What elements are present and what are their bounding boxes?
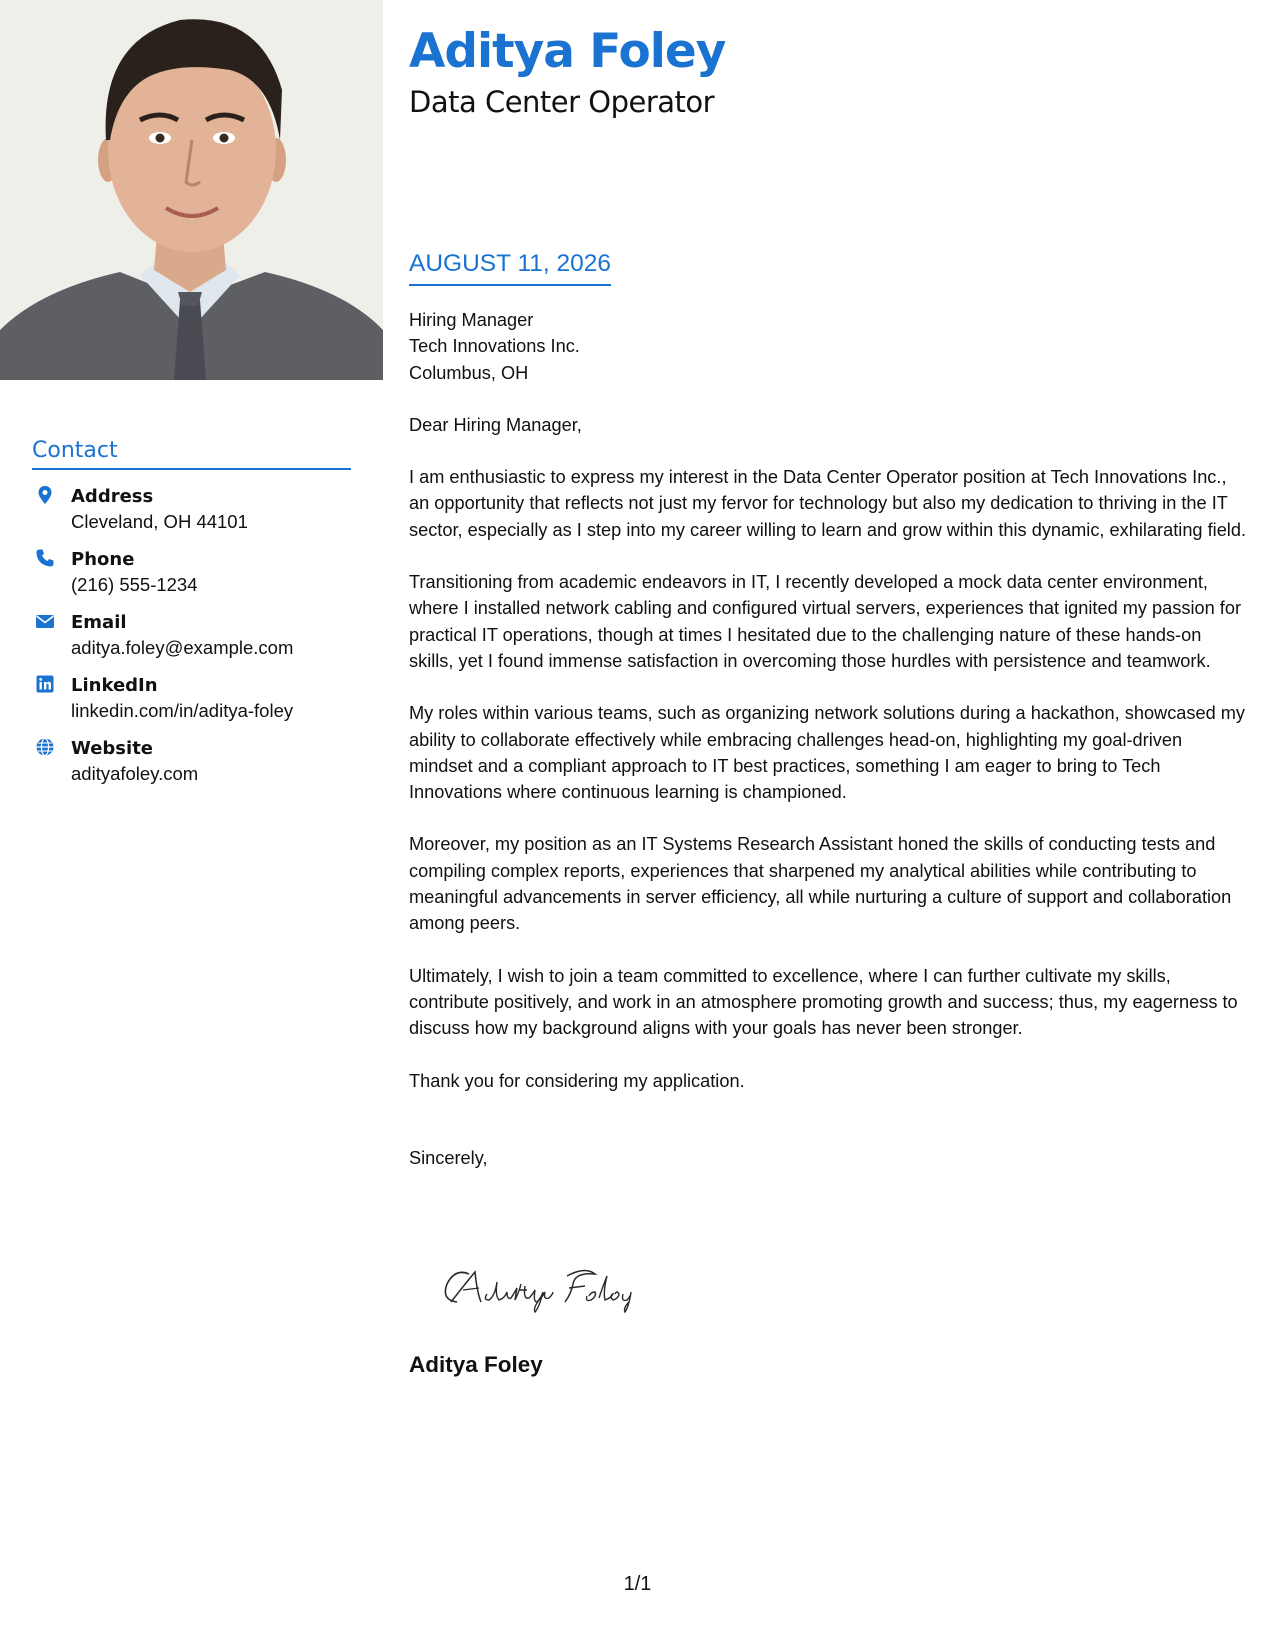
contact-item-address [32, 484, 351, 534]
contact-label: Phone [71, 549, 135, 570]
address-value: Cleveland, OH 44101 [71, 511, 248, 532]
contact-label: Address [71, 486, 154, 507]
website-value[interactable]: adityafoley.com [71, 763, 199, 784]
letter-paragraph: My roles within various teams, such as organizing network solutions during a hackathon, showcased my ability to collaborate effectively while embracing challenges head-on, highlighting my goal-driven mindset and a compliant approach to IT best practices, something I am eager to bring to Tech Innovations where continuous learning is championed. [409, 703, 1246, 803]
contact-item-phone [32, 547, 351, 597]
page-number: 1/1 [623, 1573, 652, 1595]
letter-paragraph: I am enthusiastic to express my interest in the Data Center Operator position at Tech Innovations Inc., an opportunity that reflects not just my fervor for technology but also my dedication to thriving in the IT sector, especially as I step into my career willing to learn and grow within this dynamic, exhilarating field. [409, 467, 1247, 540]
letter-date: AUGUST 11, 2026 [409, 248, 611, 286]
letter-body [409, 307, 1249, 1171]
contact-heading: Contact [32, 437, 351, 470]
contact-section [32, 437, 351, 799]
contact-label: Website [71, 738, 154, 759]
signer-name: Aditya Foley [409, 1352, 543, 1377]
phone-icon [35, 548, 55, 568]
linkedin-value[interactable]: linkedin.com/in/aditya-foley [71, 700, 294, 721]
envelope-icon [35, 611, 55, 631]
recipient-line: Tech Innovations Inc. [409, 336, 580, 357]
letter-paragraph: Transitioning from academic endeavors in IT, I recently developed a mock data center environment, where I installed network cabling and configured virtual servers, experiences that ignited my passion for practical IT operations, though at times I hesitated due to the challenging nature of these hands-on skills, yet I found immense satisfaction in overcoming those hurdles with persistence and teamwork. [409, 572, 1242, 671]
job-title: Data Center Operator [409, 85, 715, 119]
contact-label: LinkedIn [71, 675, 158, 696]
salutation: Dear Hiring Manager, [409, 414, 582, 435]
globe-icon [35, 737, 55, 757]
letter-paragraph: Thank you for considering my application. [409, 1070, 745, 1091]
letter-paragraph: Moreover, my position as an IT Systems Research Assistant honed the skills of conducting tests and compiling complex reports, experiences that sharpened my analytical abilities while contributing to meaningful advancements in server efficiency, all while nurturing a culture of support and collaboration among peers. [409, 834, 1232, 934]
phone-value[interactable]: (216) 555-1234 [71, 574, 198, 595]
letter-paragraph: Ultimately, I wish to join a team committed to excellence, where I can further cultivate my skills, contribute positively, and work in an atmosphere promoting growth and success; thus, my eagerness to discuss how my background aligns with your goals has never been stronger. [409, 965, 1238, 1039]
contact-item-linkedin [32, 673, 351, 723]
profile-photo [0, 0, 383, 380]
recipient-block [409, 307, 1249, 386]
contact-item-website [32, 736, 351, 786]
email-value[interactable]: aditya.foley@example.com [71, 637, 294, 658]
closing: Sincerely, [409, 1147, 488, 1168]
contact-item-email [32, 610, 351, 660]
contact-list [32, 484, 351, 786]
contact-label: Email [71, 612, 127, 633]
recipient-line: Columbus, OH [409, 362, 529, 383]
recipient-line: Hiring Manager [409, 310, 534, 330]
handwritten-signature [435, 1262, 645, 1314]
linkedin-icon [35, 674, 55, 694]
location-pin-icon [35, 485, 55, 505]
applicant-name: Aditya Foley [409, 24, 726, 79]
